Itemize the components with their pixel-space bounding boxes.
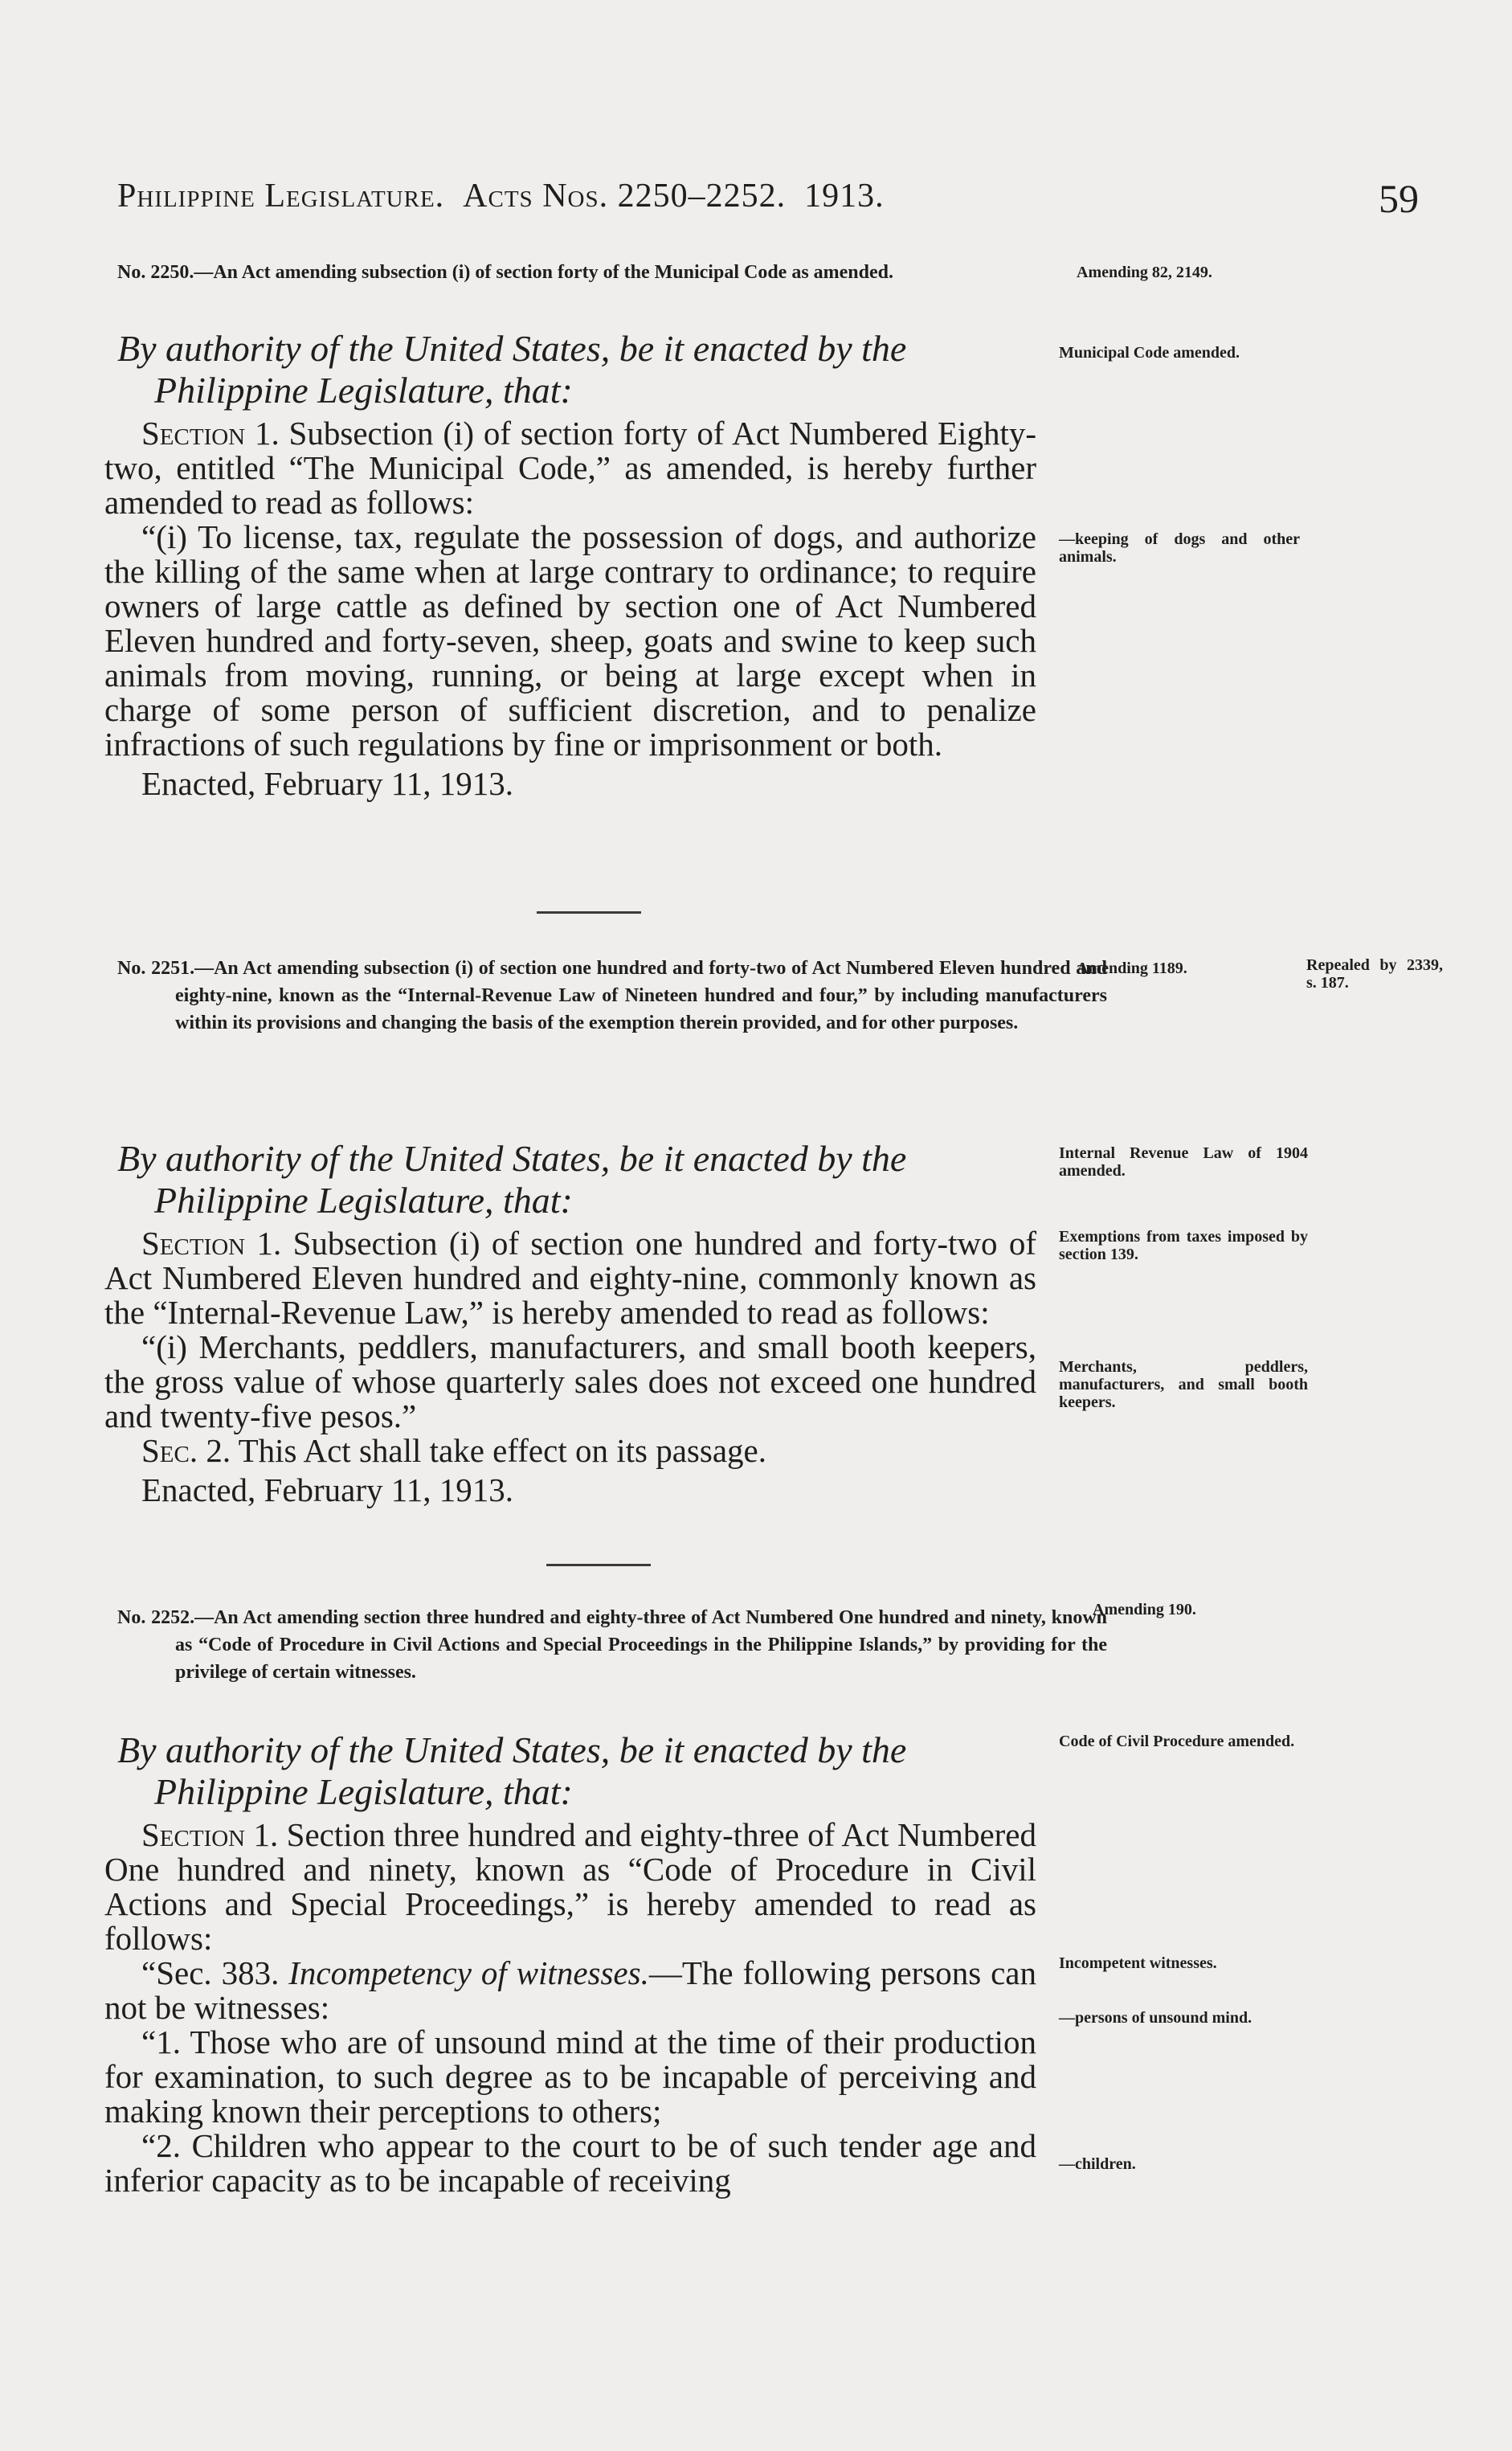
margin-note-2252-children: —children. — [1059, 2155, 1136, 2173]
act-2251-title — [117, 955, 1107, 1037]
act-2251-enact-line2: Philippine Legislature, that: — [154, 1180, 573, 1221]
running-title: Philippine Legislature. — [117, 178, 445, 215]
section-label: Section — [141, 1816, 246, 1853]
section-label: Section — [141, 1225, 246, 1262]
margin-note-2251-internal: Internal Revenue Law of 1904 amended. — [1059, 1144, 1308, 1180]
act-2252-clause-2: “2. Children who appear to the court to be of such tender age and inferior capacity as to be incapable of receiving — [104, 2127, 1036, 2199]
act-2252-sec-383: “Sec. 383. Incompetency of witnesses.—The following persons can not be witnesses: — [104, 1954, 1036, 2026]
margin-note-2250-code: Municipal Code amended. — [1059, 344, 1240, 362]
act-2250-section-1: Section 1. Subsection (i) of section forty of Act Numbered Eighty-two, entitled “The Municipal Code,” as amended, is hereby further amended to read as follows: — [104, 415, 1036, 521]
acts-label: Acts Nos. — [463, 178, 609, 215]
act-2251-section-1: Section 1. Subsection (i) of section one hundred and forty-two of Act Numbered Eleven hundred and eighty-nine, commonly known as the “Internal-Revenue Law,” is hereby amended to read as follows: — [104, 1225, 1037, 1331]
act-2251-number: No. 2251. — [117, 958, 195, 979]
margin-note-2251-exemptions: Exemptions from taxes imposed by section 139. — [1059, 1228, 1308, 1263]
act-2250-enact-line1: By authority of the United States, be it enacted by the — [117, 328, 907, 369]
act-2251-title-text: —An Act amending subsection (i) of section one hundred and forty-two of Act Numbered Eleven hundred and eighty-nine, known as the “Internal-Revenue Law of Nineteen hundred and four,” by including manufacturers within its provisions and changing the basis of the exemption therein provided, and for other purposes. — [175, 958, 1107, 1033]
margin-note-2251-amending: Amending 1189. — [1077, 960, 1187, 977]
margin-note-2250-amending: Amending 82, 2149. — [1077, 264, 1212, 281]
section-divider — [546, 1564, 651, 1566]
act-2251-enact-line1: By authority of the United States, be it enacted by the — [117, 1138, 907, 1179]
margin-note-2252-incompetent: Incompetent witnesses. — [1059, 1954, 1217, 1972]
act-2252-section-1: Section 1. Section three hundred and eighty-three of Act Numbered One hundred and ninety, known as “Code of Procedure in Civil Actions and Special Proceedings,” is hereby amended to read as follows: — [104, 1816, 1037, 1957]
act-2251-body — [104, 1226, 1036, 1508]
act-2252-clause-1: “1. Those who are of unsound mind at the time of their production for examination, to such degree as to be incapable of perceiving and making known their perceptions to others; — [104, 2023, 1036, 2130]
acts-range: 2250–2252. — [617, 178, 787, 215]
margin-note-2251-merchants: Merchants, peddlers, manufacturers, and small booth keepers. — [1059, 1358, 1308, 1411]
act-2250-title-text: —An Act amending subsection (i) of section forty of the Municipal Code as amended. — [194, 262, 893, 283]
act-2252-enacting-clause — [117, 1729, 1049, 1813]
act-2251-section-2: Sec. 2. This Act shall take effect on its passage. — [141, 1432, 766, 1469]
act-2252-title — [117, 1604, 1107, 1686]
act-2252-number: No. 2252. — [117, 1607, 195, 1628]
act-2250-enacting-clause — [117, 328, 1049, 411]
act-2251-quoted-text: “(i) Merchants, peddlers, manufacturers, and small booth keepers, the gross value of whose quarterly sales does not exceed one hundred and twenty-five pesos.” — [104, 1328, 1036, 1434]
act-2252-title-text: —An Act amending section three hundred and eighty-three of Act Numbered One hundred and ninety, known as “Code of Procedure in Civil Actions and Special Proceedings in the Philippine Islands,” by providing for the privilege of certain witnesses. — [175, 1607, 1107, 1683]
act-2252-enact-line2: Philippine Legislature, that: — [154, 1771, 573, 1812]
page-number: 59 — [1379, 176, 1419, 221]
sec-label: Sec. — [141, 1432, 198, 1469]
act-2250-number: No. 2250. — [117, 262, 194, 283]
section-divider — [537, 911, 641, 914]
margin-note-2251-repealed: Repealed by 2339, s. 187. — [1306, 956, 1443, 992]
act-2251-enacting-clause — [117, 1138, 1049, 1221]
margin-note-2252-unsound: —persons of unsound mind. — [1059, 2009, 1253, 2027]
margin-note-2250-keeping: —keeping of dogs and other animals. — [1059, 530, 1300, 566]
act-2250-title — [117, 259, 1107, 286]
act-2252-body — [104, 1818, 1036, 2198]
margin-note-2252-amending: Amending 190. — [1093, 1601, 1196, 1618]
act-2250-body — [104, 416, 1036, 801]
act-2252-enact-line1: By authority of the United States, be it enacted by the — [117, 1729, 907, 1770]
header-year: 1913. — [804, 178, 885, 215]
act-2250-enacted-date: Enacted, February 11, 1913. — [141, 765, 514, 802]
act-2250-enact-line2: Philippine Legislature, that: — [154, 370, 573, 411]
section-label: Section — [141, 415, 246, 452]
act-2251-enacted-date: Enacted, February 11, 1913. — [141, 1471, 514, 1508]
act-2250-quoted-text: “(i) To license, tax, regulate the possession of dogs, and authorize the killing of the same when at large contrary to ordinance; to require owners of large cattle as defined by section one of Act Numbered Eleven hundred and forty-seven, sheep, goats and swine to keep such animals from moving, running, or being at large except when in charge of some person of sufficient discretion, and to penalize infractions of such regulations by fine or imprisonment or both. — [104, 518, 1036, 763]
margin-note-2252-code: Code of Civil Procedure amended. — [1059, 1733, 1295, 1750]
running-header — [117, 177, 885, 215]
